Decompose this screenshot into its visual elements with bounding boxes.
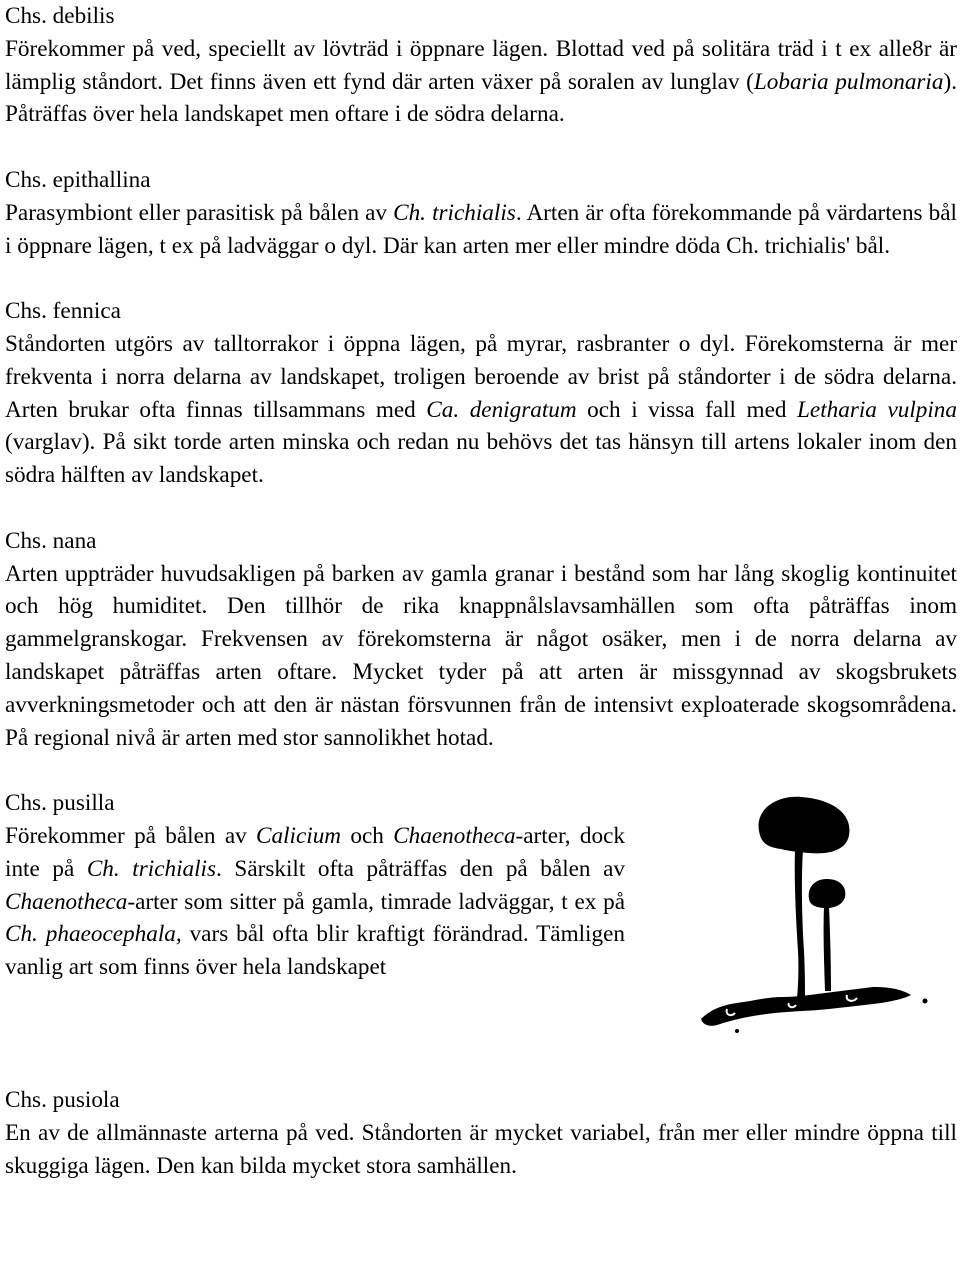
species-description [5,33,957,131]
italic-taxon-name: Letharia vulpina [797,396,957,423]
italic-taxon-name: Ca. denigratum [426,396,577,423]
italic-taxon-name: Ch. trichialis [393,199,516,226]
species-description [5,1117,957,1183]
thallus-ground-line [701,987,911,1026]
species-entry-debilis [5,0,957,131]
text-run: (varglav). På sikt torde arten minska och redan nu behövs det tas hänsyn till artens lokaler inom den södra hälften av landskapet. [5,429,957,489]
large-fruiting-body-stalk [795,849,805,999]
text-run: Förekommer på ved, speciellt av lövträd i öppnare lägen. Blottad ved på solitära träd i t ex alle8r är lämplig ståndort. Det finns även ett fynd där arten växer på soralen av lunglav ( [5,35,957,95]
species-description [5,558,957,755]
species-description [5,197,957,263]
italic-taxon-name: Calicium [256,822,342,849]
species-entry-pusiola [5,1084,957,1182]
text-run: Ståndorten utgörs av talltorrakor i öppna lägen, på myrar, rasbranter o dyl. Förekomsterna är mer frekventa i norra delarna av landskapet, troligen beroende av brist på ståndorter i de södra delarna. Arten brukar ofta finnas tillsammans med [5,330,957,423]
lichen-illustration [697,791,957,1051]
species-entry-nana [5,525,957,755]
species-heading: Chs. debilis [5,3,115,29]
species-description [5,328,957,492]
species-heading: Chs. fennica [5,298,121,325]
text-run: Arten uppträder huvudsakligen på barken av gamla granar i bestånd som har lång skoglig kontinuitet och hög humiditet. Den tillhör de rika knappnålslavsamhällen som ofta påträffas inom gammelgranskogar. Frekvensen av förekomsterna är något osäker, men i de norra delarna av landskapet påträffas arten oftare. Mycket tyder på att arten är missgynnad av skogsbrukets avverkningsmetoder och att den är nästan försvunnen från de intensivt exploaterade skogsområdena. På regional nivå är arten med stor sannolikhet hotad. [5,560,957,751]
species-heading: Chs. pusilla [5,790,115,817]
text-run: En av de allmännaste arterna på ved. Ståndorten är mycket variabel, från mer eller mindre öppna till skuggiga lägen. Den kan bilda mycket stora samhällen. [5,1119,957,1179]
small-fruiting-body-stalk [824,906,831,991]
italic-taxon-name: Lobaria pulmonaria [753,68,944,95]
species-entry-epithallina [5,164,957,262]
small-fruiting-body-cap [809,879,846,908]
species-heading: Chs. epithallina [5,166,151,193]
italic-taxon-name: Chaenotheca [393,822,516,849]
species-heading: Chs. nana [5,527,97,554]
text-run: och [341,822,394,849]
text-run: Förekommer på bålen av [5,822,257,849]
large-fruiting-body-cap [759,797,850,854]
species-entry-pusilla [5,787,957,1051]
document-page [5,0,957,1215]
text-run: ). Påträffas över hela landskapet men oftare i de södra delarna. [5,68,958,128]
pusilla-text-column [5,787,625,984]
text-run: . Arten är ofta förekommande på värdartens bål i öppnare lägen, t ex på ladväggar o dyl. Där kan arten mer eller mindre döda Ch. trichialis' bål. [5,199,957,259]
italic-taxon-name: Ch. trichialis [86,855,217,882]
text-run: Parasymbiont eller parasitisk på bålen av [5,199,394,226]
text-run: vars bål ofta blir kraftigt förändrad. Tämligen vanlig art som finns över hela landskapet [5,921,625,981]
italic-taxon-name: Ch. phaeocephala, [5,921,182,948]
text-run: . Särskilt ofta påträffas den på bålen av [216,855,625,882]
text-run: och i vissa fall med [576,396,798,423]
species-entry-fennica [5,295,957,492]
species-description [5,820,625,984]
text-run: -arter som sitter på gamla, timrade ladväggar, t ex på [127,888,625,915]
species-heading: Chs. pusiola [5,1086,120,1113]
italic-taxon-name: Chaenotheca [5,888,128,915]
text-run: -arter, dock inte på [5,822,625,882]
